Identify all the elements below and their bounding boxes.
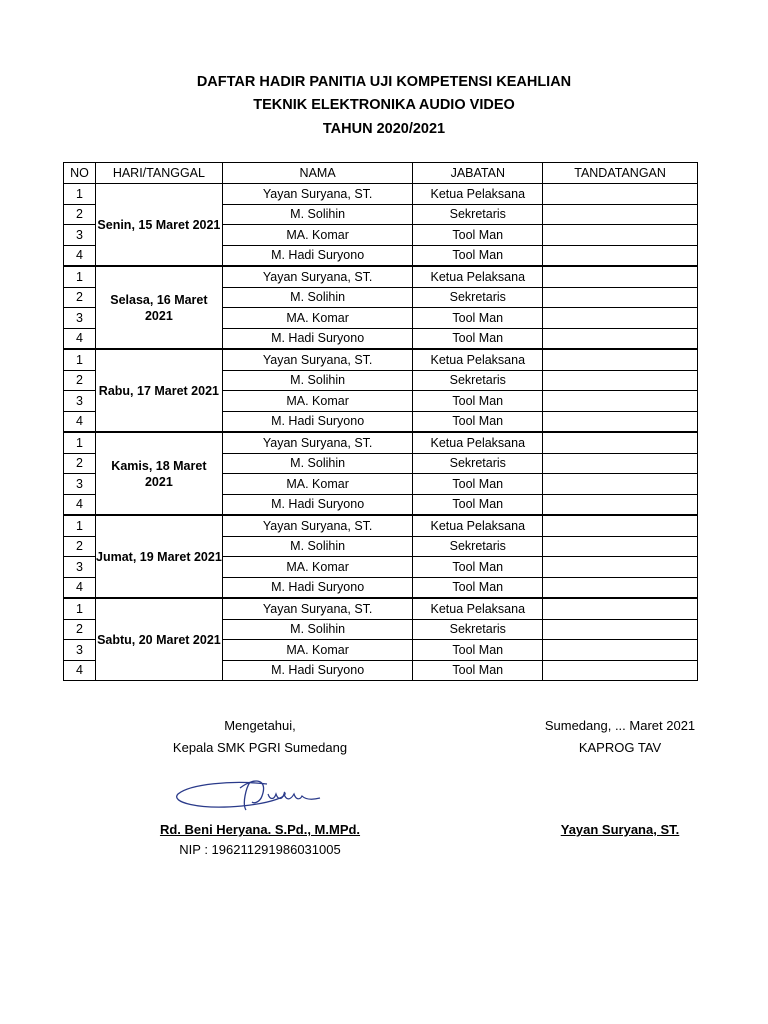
table-row — [64, 432, 698, 453]
name-cell: M. Solihin — [222, 619, 413, 640]
position-cell: Sekretaris — [413, 536, 543, 557]
attendance-table — [63, 162, 698, 681]
name-cell: Yayan Suryana, ST. — [222, 184, 413, 205]
row-number-cell: 2 — [64, 619, 96, 640]
row-number-cell: 2 — [64, 287, 96, 308]
day-date-cell: Senin, 15 Maret 2021 — [95, 184, 222, 267]
signature-cell — [543, 349, 698, 370]
signature-cell — [543, 536, 698, 557]
position-cell: Ketua Pelaksana — [413, 598, 543, 619]
name-cell: M. Hadi Suryono — [222, 577, 413, 598]
row-number-cell: 1 — [64, 184, 96, 205]
signature-cell — [543, 494, 698, 515]
document-title-line-2: TEKNIK ELEKTRONIKA AUDIO VIDEO — [253, 97, 515, 113]
position-cell: Ketua Pelaksana — [413, 432, 543, 453]
signature-cell — [543, 245, 698, 266]
row-number-cell: 3 — [64, 557, 96, 578]
position-cell: Tool Man — [413, 225, 543, 246]
row-number-cell: 2 — [64, 204, 96, 225]
signature-cell — [543, 577, 698, 598]
row-number-cell: 2 — [64, 370, 96, 391]
header-no: NO — [64, 163, 96, 184]
row-number-cell: 2 — [64, 536, 96, 557]
signature-cell — [543, 308, 698, 329]
name-cell: Yayan Suryana, ST. — [222, 432, 413, 453]
row-number-cell: 1 — [64, 515, 96, 536]
right-position-label: KAPROG TAV — [578, 740, 662, 755]
position-cell: Sekretaris — [413, 204, 543, 225]
row-number-cell: 4 — [64, 328, 96, 349]
table-row — [64, 266, 698, 287]
signature-cell — [543, 474, 698, 495]
header-tandatangan: TANDATANGAN — [543, 163, 698, 184]
position-cell: Tool Man — [413, 391, 543, 412]
day-date-cell: Kamis, 18 Maret 2021 — [95, 432, 222, 515]
name-cell: MA. Komar — [222, 640, 413, 661]
name-cell: M. Hadi Suryono — [222, 245, 413, 266]
name-cell: M. Solihin — [222, 536, 413, 557]
day-date-cell: Sabtu, 20 Maret 2021 — [95, 598, 222, 681]
position-cell: Ketua Pelaksana — [413, 515, 543, 536]
row-number-cell: 4 — [64, 660, 96, 681]
signature-cell — [543, 557, 698, 578]
signature-cell — [543, 204, 698, 225]
position-cell: Tool Man — [413, 328, 543, 349]
attendance-table-body — [64, 184, 698, 681]
signature-cell — [543, 266, 698, 287]
position-cell: Tool Man — [413, 245, 543, 266]
header-hari-tanggal: HARI/TANGGAL — [95, 163, 222, 184]
row-number-cell: 4 — [64, 245, 96, 266]
name-cell: M. Hadi Suryono — [222, 494, 413, 515]
name-cell: M. Hadi Suryono — [222, 328, 413, 349]
row-number-cell: 3 — [64, 474, 96, 495]
right-place-date: Sumedang, ... Maret 2021 — [544, 718, 696, 733]
name-cell: M. Solihin — [222, 287, 413, 308]
signature-cell — [543, 619, 698, 640]
handwritten-signature — [172, 770, 337, 818]
row-number-cell: 3 — [64, 391, 96, 412]
name-cell: MA. Komar — [222, 225, 413, 246]
name-cell: MA. Komar — [222, 474, 413, 495]
row-number-cell: 3 — [64, 225, 96, 246]
row-number-cell: 3 — [64, 640, 96, 661]
name-cell: M. Solihin — [222, 453, 413, 474]
position-cell: Tool Man — [413, 494, 543, 515]
left-signer-name: Rd. Beni Heryana. S.Pd., M.MPd. — [159, 822, 361, 837]
name-cell: Yayan Suryana, ST. — [222, 598, 413, 619]
position-cell: Sekretaris — [413, 287, 543, 308]
name-cell: Yayan Suryana, ST. — [222, 349, 413, 370]
signature-cell — [543, 184, 698, 205]
document-title-line-3: TAHUN 2020/2021 — [322, 121, 446, 137]
row-number-cell: 3 — [64, 308, 96, 329]
day-date-cell: Rabu, 17 Maret 2021 — [95, 349, 222, 432]
position-cell: Ketua Pelaksana — [413, 266, 543, 287]
position-cell: Tool Man — [413, 411, 543, 432]
signature-cell — [543, 432, 698, 453]
position-cell: Ketua Pelaksana — [413, 184, 543, 205]
left-position-label: Kepala SMK PGRI Sumedang — [172, 740, 348, 755]
header-nama: NAMA — [222, 163, 413, 184]
row-number-cell: 1 — [64, 349, 96, 370]
row-number-cell: 4 — [64, 411, 96, 432]
name-cell: MA. Komar — [222, 308, 413, 329]
table-header-row — [64, 163, 698, 184]
signature-cell — [543, 640, 698, 661]
name-cell: Yayan Suryana, ST. — [222, 515, 413, 536]
row-number-cell: 2 — [64, 453, 96, 474]
signature-cell — [543, 225, 698, 246]
name-cell: M. Solihin — [222, 204, 413, 225]
name-cell: Yayan Suryana, ST. — [222, 266, 413, 287]
position-cell: Tool Man — [413, 577, 543, 598]
position-cell: Tool Man — [413, 308, 543, 329]
signature-cell — [543, 287, 698, 308]
left-acknowledgement-label: Mengetahui, — [224, 718, 296, 733]
position-cell: Sekretaris — [413, 619, 543, 640]
row-number-cell: 4 — [64, 577, 96, 598]
table-row — [64, 184, 698, 205]
row-number-cell: 1 — [64, 598, 96, 619]
signature-cell — [543, 411, 698, 432]
signature-cell — [543, 660, 698, 681]
position-cell: Tool Man — [413, 660, 543, 681]
document-title-line-1: DAFTAR HADIR PANITIA UJI KOMPETENSI KEAHLIAN — [196, 74, 572, 90]
day-date-cell: Jumat, 19 Maret 2021 — [95, 515, 222, 598]
position-cell: Tool Man — [413, 640, 543, 661]
name-cell: MA. Komar — [222, 391, 413, 412]
signature-cell — [543, 391, 698, 412]
left-signer-nip: NIP : 196211291986031005 — [179, 842, 341, 857]
name-cell: M. Hadi Suryono — [222, 660, 413, 681]
right-signer-name: Yayan Suryana, ST. — [560, 822, 680, 837]
position-cell: Sekretaris — [413, 370, 543, 391]
table-row — [64, 515, 698, 536]
signature-cell — [543, 453, 698, 474]
row-number-cell: 1 — [64, 432, 96, 453]
signature-cell — [543, 515, 698, 536]
signature-cell — [543, 598, 698, 619]
row-number-cell: 1 — [64, 266, 96, 287]
table-row — [64, 349, 698, 370]
header-jabatan: JABATAN — [413, 163, 543, 184]
position-cell: Tool Man — [413, 474, 543, 495]
name-cell: MA. Komar — [222, 557, 413, 578]
table-row — [64, 598, 698, 619]
name-cell: M. Solihin — [222, 370, 413, 391]
name-cell: M. Hadi Suryono — [222, 411, 413, 432]
row-number-cell: 4 — [64, 494, 96, 515]
position-cell: Sekretaris — [413, 453, 543, 474]
signature-cell — [543, 370, 698, 391]
position-cell: Tool Man — [413, 557, 543, 578]
day-date-cell: Selasa, 16 Maret 2021 — [95, 266, 222, 349]
position-cell: Ketua Pelaksana — [413, 349, 543, 370]
signature-cell — [543, 328, 698, 349]
